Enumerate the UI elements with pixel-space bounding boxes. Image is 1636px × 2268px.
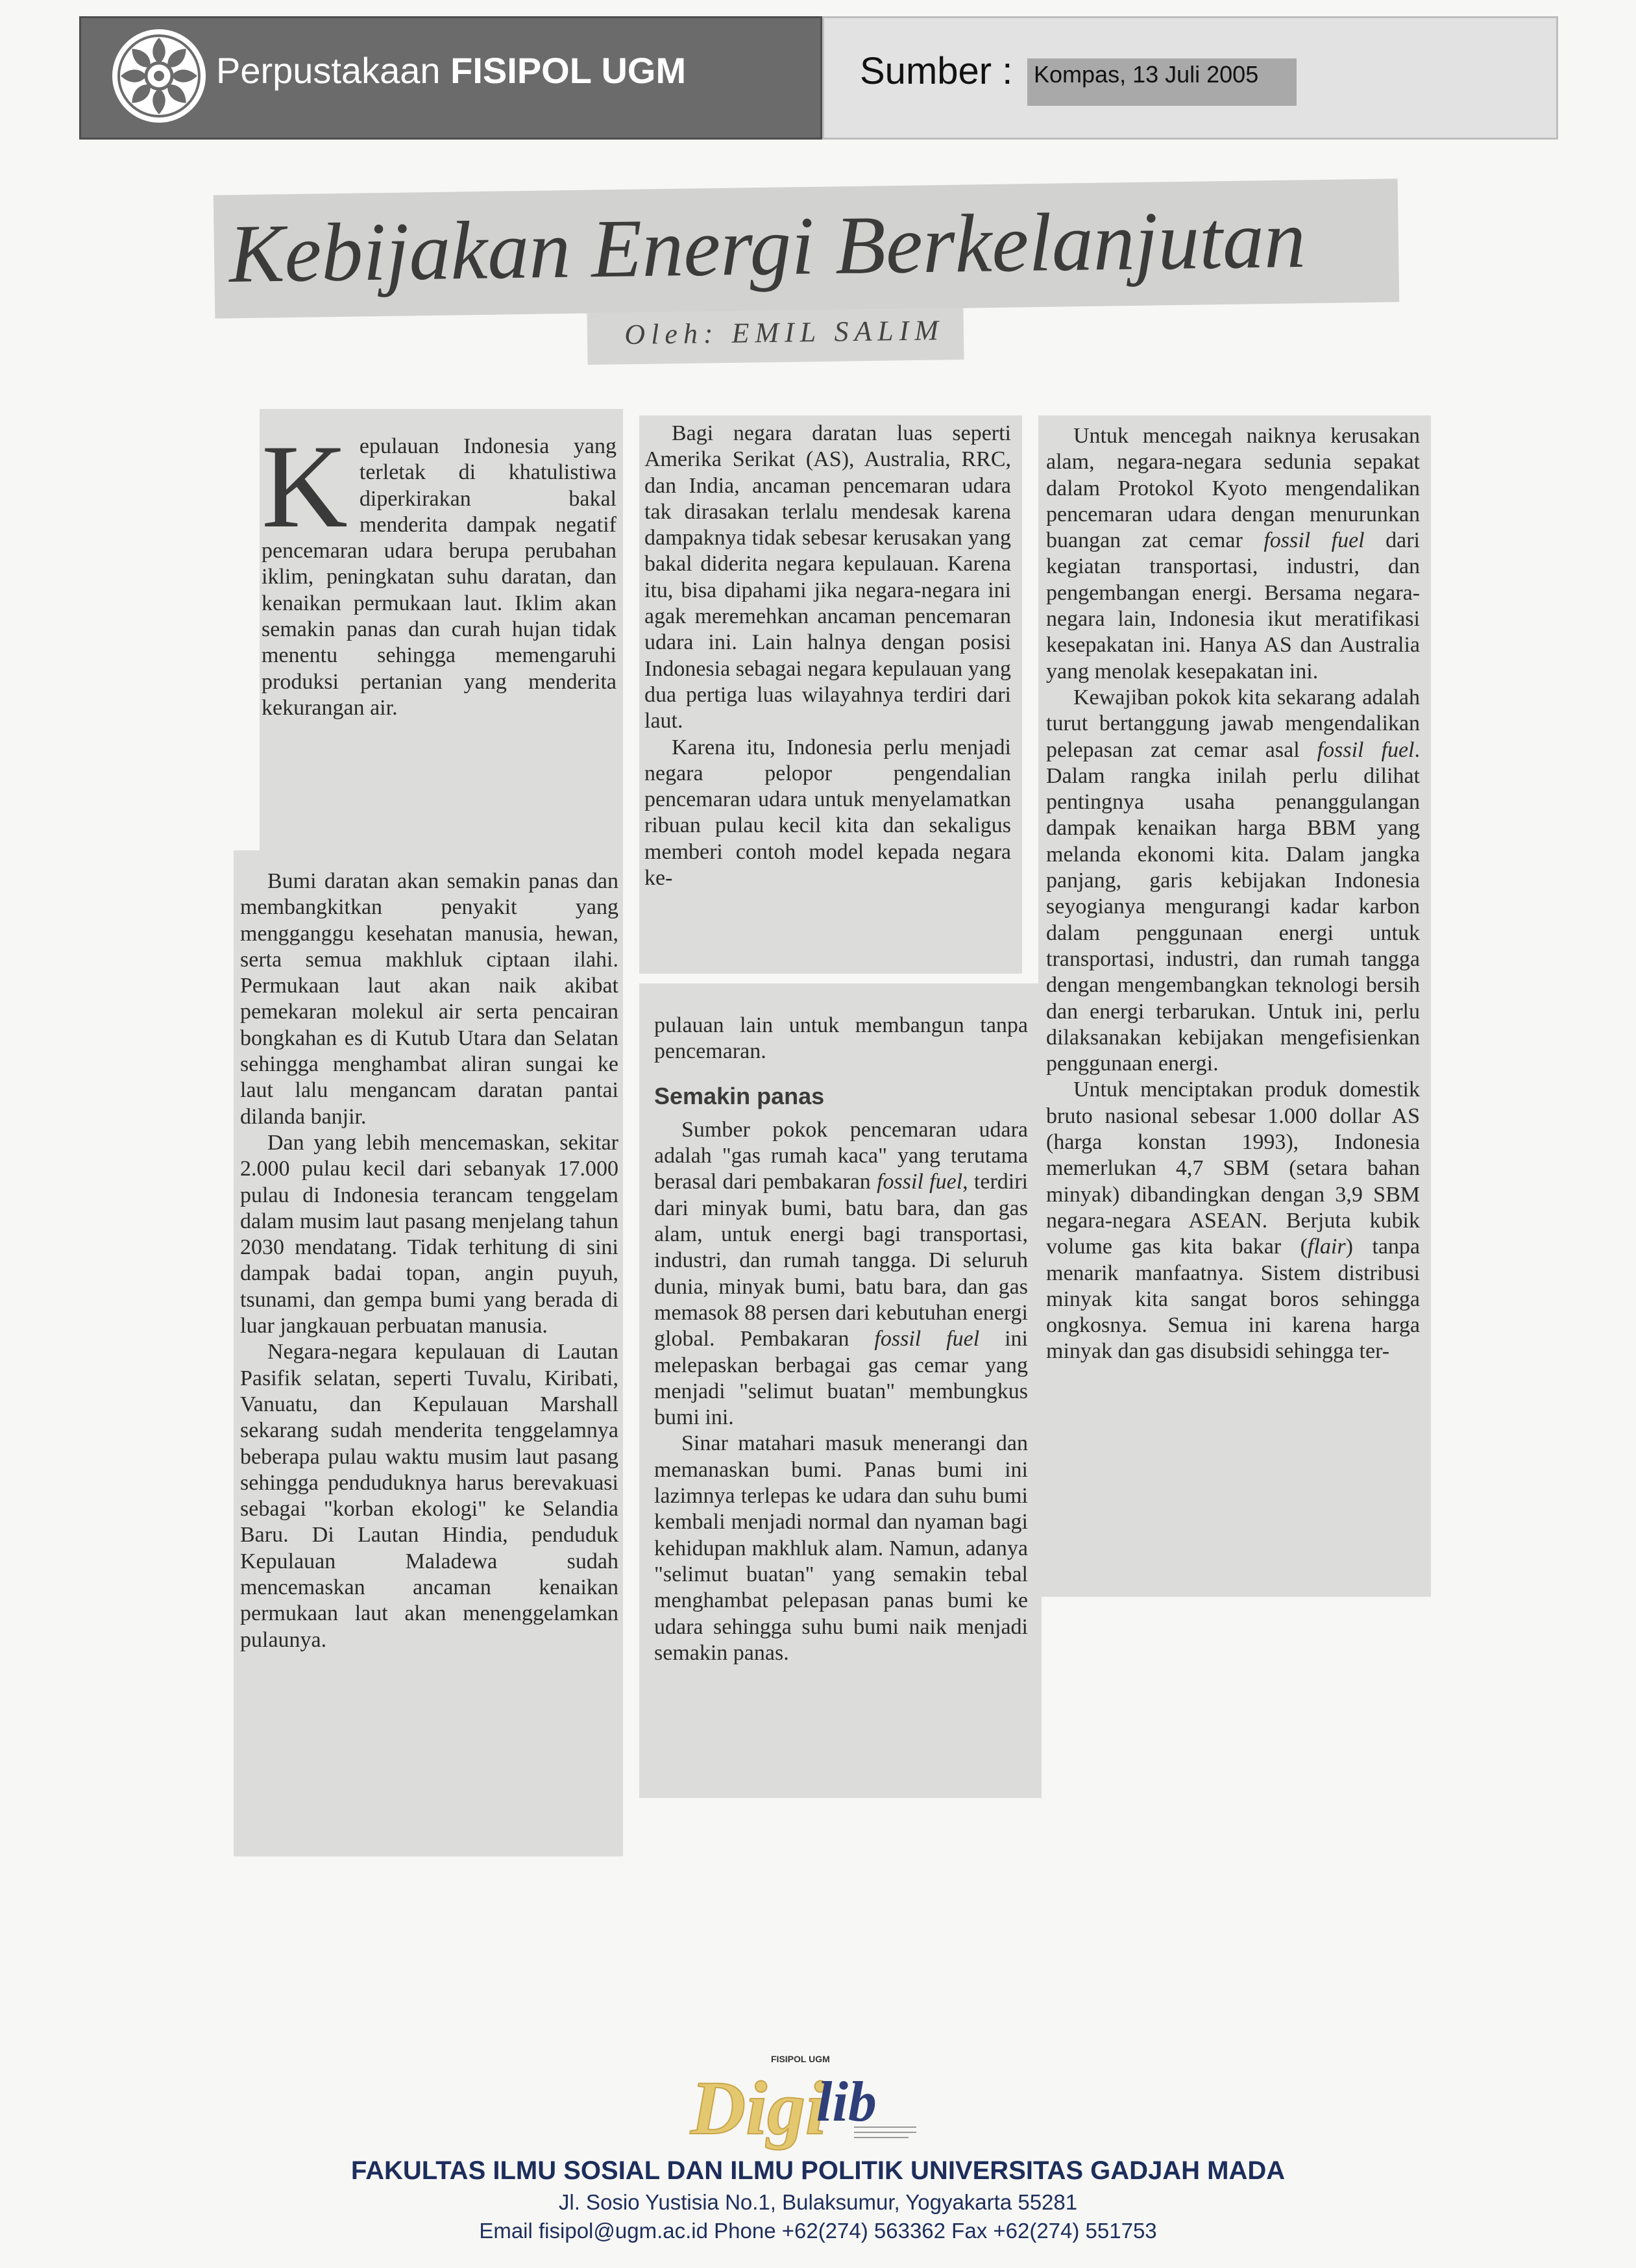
paragraph: Untuk mencegah naiknya kerusakan alam, negara-negara sedunia sepakat dalam Protokol Kyoto mengendalikan pencemaran udara dengan menurunkan buangan zat cemar fossil fuel dari kegiatan transportasi, industri, dan pengembangan energi. Bersama negara-negara lain, Indonesia ikut meratifikasi kesepakatan ini. Hanya AS dan Australia yang menolak kesepakatan ini. <box>1046 424 1420 684</box>
paragraph: Untuk menciptakan produk domestik bruto nasional sebesar 1.000 dollar AS (harga konstan 1993), Indonesia memerlukan 4,7 SBM (setara bahan minyak) dibandingkan dengan 3,9 SBM negara-negara ASEAN. Berjuta kubik volume gas kita bakar (flair) tanpa menarik manfaatnya. Sistem distribusi minyak kita sangat boros sehingga ongkosnya. Semua ini karena harga minyak dan gas disubsidi sehingga ter- <box>1046 1078 1420 1364</box>
source-value: Kompas, 13 Juli 2005 <box>1034 61 1259 88</box>
paragraph: Bumi daratan akan semakin panas dan membangkitkan penyakit yang mengganggu kesehatan manusia, hewan, serta semua makhluk ciptaan ilahi. Permukaan laut akan naik akibat pemekaran molekul air serta pencairan bongkahan es di Kutub Utara dan Selatan sehingga menghambat aliran sungai ke laut lalu mengancam daratan pantai dilanda banjir. <box>240 869 618 1129</box>
footer-faculty: FAKULTAS ILMU SOSIAL DAN ILMU POLITIK UNIVERSITAS GADJAH MADA <box>350 2156 1286 2185</box>
paragraph: Karena itu, Indonesia perlu menjadi negara pelopor pengendalian pencemaran udara untuk menyelamatkan ribuan pulau kecil kita dan sekaligus memberi contoh model kepada negara ke- <box>644 735 1011 891</box>
footer-address: Jl. Sosio Yustisia No.1, Bulaksumur, Yogyakarta 55281 <box>558 2190 1078 2214</box>
paragraph: Sumber pokok pencemaran udara adalah "gas rumah kaca" yang terutama berasal dari pembakaran fossil fuel, terdiri dari minyak bumi, batu bara, dan gas alam, untuk energi bagi transportasi, industri, dan rumah tangga. Di seluruh dunia, minyak bumi, batu bara, dan gas memasok 88 persen dari kebutuhan energi global. Pembakaran fossil fuel ini melepaskan berbagai gas cemar yang menjadi "selimut buatan" membungkus bumi ini. <box>654 1117 1028 1430</box>
column-1-body <box>240 869 618 1855</box>
digilib-logo-text-a: Digi <box>690 2065 827 2151</box>
paragraph: Sinar matahari masuk menerangi dan memanaskan bumi. Panas bumi ini lazimnya terlepas ke udara dan suhu bumi kembali menjadi normal dan nyaman bagi kehidupan makhluk alam. Namun, adanya "selimut buatan" yang semakin tebal menghambat pelepasan panas bumi ke udara sehingga suhu bumi naik menjadi semakin panas. <box>654 1431 1028 1665</box>
library-title: Perpustakaan FISIPOL UGM <box>216 50 687 91</box>
column-2-top <box>644 421 1011 966</box>
digilib-logo-text-b: lib <box>816 2071 877 2134</box>
digilib-logo-small-text: FISIPOL UGM <box>771 2054 830 2064</box>
article-byline: Oleh: EMIL SALIM <box>624 314 945 351</box>
column-1-intro <box>262 434 617 823</box>
subheading: Semakin panas <box>654 1082 825 1109</box>
paragraph: epulauan Indonesia yang terletak di khatulistiwa diperkirakan bakal menderita dampak negatif pencemaran udara berupa perubahan iklim, peningkatan suhu daratan, dan kenaikan permukaan laut. Iklim akan semakin panas dan curah hujan tidak menentu sehingga memengaruhi produksi pertanian yang menderita kekurangan air. <box>262 434 617 720</box>
footer-contact: Email fisipol@ugm.ac.id Phone +62(274) 563362 Fax +62(274) 551753 <box>479 2219 1157 2243</box>
source-label: Sumber : <box>860 50 1013 92</box>
article-title: Kebijakan Energi Berkelanjutan <box>228 192 1306 300</box>
paragraph: Bagi negara daratan luas seperti Amerika Serikat (AS), Australia, RRC, dan India, ancaman pencemaran udara tak dirasakan terlalu mendesak karena dampaknya tidak sebesar kerusakan yang bakal diderita negara kepulauan. Karena itu, bisa dipahami jika negara-negara ini agak meremehkan ancaman pencemaran udara ini. Lain halnya dengan posisi Indonesia sebagai negara kepulauan yang dua pertiga luas wilayahnya terdiri dari laut. <box>644 421 1011 733</box>
digilib-logo <box>688 2048 928 2152</box>
column-3 <box>1046 423 1420 1592</box>
paragraph: Kewajiban pokok kita sekarang adalah turut bertanggung jawab mengendalikan pelepasan zat cemar asal fossil fuel. Dalam rangka inilah perlu dilihat pentingnya usaha penanggulangan dampak kenaikan harga BBM yang melanda ekonomi kita. Dalam jangka panjang, garis kebijakan Indonesia seyogianya mengurangi kadar karbon dalam penggunaan energi untuk transportasi, industri, dan rumah tangga dengan mengembangkan teknologi bersih dan energi terbarukan. Untuk ini, perlu dilaksanakan kebijakan mengefisienkan penggunaan energi. <box>1046 685 1420 1076</box>
paragraph: Negara-negara kepulauan di Lautan Pasifik selatan, seperti Tuvalu, Kiribati, Vanuatu, dan Kepulauan Marshall sekarang sudah menderita tenggelamnya beberapa pulau waktu musim laut pasang sehingga penduduknya harus berevakuasi sebagai "korban ekologi" ke Selandia Baru. Di Lautan Hindia, penduduk Kepulauan Maladewa sudah mencemaskan ancaman kenaikan permukaan laut akan menenggelamkan pulaunya. <box>240 1340 618 1652</box>
ugm-seal-icon <box>110 27 208 125</box>
paragraph: Dan yang lebih mencemaskan, sekitar 2.000 pulau kecil dari sebanyak 17.000 pulau di Indonesia terancam tenggelam dalam musim laut pasang menjelang tahun 2030 mendatang. Tidak terhitung di sini dampak badai topan, angin puyuh, tsunami, dan gempa bumi yang berada di luar jangkauan perbuatan manusia. <box>240 1130 618 1338</box>
column-2-bottom <box>654 1013 1028 1798</box>
paragraph: pulauan lain untuk membangun tanpa pencemaran. <box>654 1013 1028 1064</box>
dropcap: K <box>262 434 348 552</box>
